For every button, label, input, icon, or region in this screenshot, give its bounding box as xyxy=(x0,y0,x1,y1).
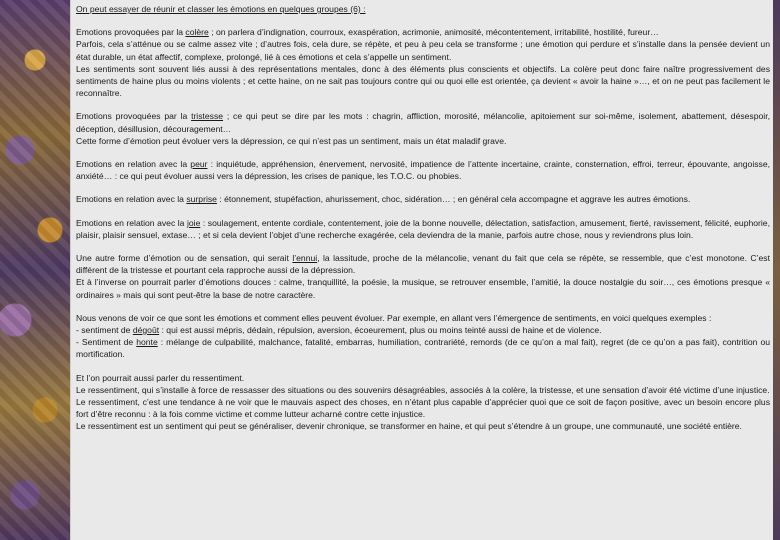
ennui-prefix: Une autre forme d’émotion ou de sensation, qui serait xyxy=(76,253,293,264)
document-page xyxy=(70,0,773,540)
tristesse-paragraph xyxy=(76,110,770,134)
ressentiment-paragraph-2: Le ressentiment, qui s’installe à force de ressasser des situations ou des souvenirs désagréables, associés à la colère, la tristesse, et une sensation d’avoir été victime d’une injustice. xyxy=(76,384,770,395)
honte-text: : mélange de culpabilité, malchance, fatalité, embarras, humiliation, contrariété, remords (de ce qu’on a mal fait), regret (de ce qu’on a pas fait), contrition ou mortification. xyxy=(76,337,770,360)
colere-prefix: Emotions provoquées par la xyxy=(76,27,186,38)
tristesse-prefix: Emotions provoquées par la xyxy=(76,111,192,122)
joie-prefix: Emotions en relation avec la xyxy=(76,217,187,228)
degout-item xyxy=(76,324,770,336)
colere-paragraph-3: Les sentiments sont souvent liés aussi à des représentations mentales, donc à des éléments plus conscients et objectifs. La colère peut donc faire naître progressivement des sentiments de haine plus ou moins violents ; et cette haine, on ne sait pas toujours contre qui ou quoi elle est orientée, ça devient « avoir la haine »…, et on ne peut pas facilement le reconnaître. xyxy=(76,63,770,99)
ressentiment-paragraph-3: Le ressentiment, c’est une tendance à ne voir que le mauvais aspect des choses, en n’étant plus capable d’apprécier quoi que ce soit de façon positive, avec un besoin encore plus fort d’être reconnu : à la fois comme victime et comme lutteur acharné contre cette injustice. xyxy=(76,397,770,420)
colere-text: ; on parlera d’indignation, courroux, exaspération, acrimonie, animosité, mécontentement, irritabilité, hostilité, fureur… xyxy=(208,27,659,38)
ennui-paragraph-2: Et à l’inverse on pourrait parler d’émotions douces : calme, tranquillité, la poésie, la musique, se retrouver ensemble, l’amitié, la douce nostalgie du soir…, ces émotions presque « ordinaires » mais qui sont peut-être la base de notre caractère. xyxy=(76,277,770,300)
degout-keyword: dégoût xyxy=(132,325,160,336)
ennui-text: , la lassitude, proche de la mélancolie, venant du fait que cela se répète, se ressemble, que c’est monotone. C’est différent de la tristesse et pourtant cela rapproche aussi de la dépression. xyxy=(76,253,770,276)
ennui-paragraph xyxy=(76,252,770,276)
peur-keyword: peur xyxy=(190,159,208,170)
honte-keyword: honte xyxy=(136,337,158,348)
decorative-border-right xyxy=(772,0,780,540)
surprise-keyword: surprise xyxy=(186,194,217,205)
ennui-keyword: l’ennui xyxy=(292,253,318,264)
degout-text: : qui est aussi mépris, dédain, répulsion, aversion, écoeurement, plus ou moins teinté aussi de haine et de violence. xyxy=(159,325,602,336)
tristesse-text: ; ce qui peut se dire par les mots : chagrin, affliction, morosité, mélancolie, apitoiement sur soi-même, isolement, abattement, désespoir, déception, désillusion, découragement… xyxy=(76,111,770,134)
peur-prefix: Emotions en relation avec la xyxy=(76,159,191,170)
ressentiment-paragraph-4: Le ressentiment est un sentiment qui peut se généraliser, devenir chronique, se transformer en haine, et qui peut s’étendre à un groupe, une communauté, une société entière. xyxy=(76,421,742,432)
degout-prefix: - sentiment de xyxy=(76,325,133,336)
honte-item xyxy=(76,336,770,360)
joie-paragraph xyxy=(76,217,770,241)
tristesse-keyword: tristesse xyxy=(191,111,224,122)
joie-text: : soulagement, entente cordiale, contentement, joie de la bonne nouvelle, délectation, satisfaction, amusement, fierté, ravissement, félicité, euphorie, plaisir, plaisir sensuel, extase… ; et si cela devient l’objet d’une recherche exagérée, cela deviendra de la manie, parfois autre chose, nous y reviendrons plus loin. xyxy=(76,217,770,240)
intro-paragraph: On peut essayer de réunir et classer les émotions en quelques groupes (6) : xyxy=(76,4,366,14)
colere-paragraph-2: Parfois, cela s’atténue ou se calme assez vite ; d’autres fois, cela dure, se répète, et peu à peu cela se transforme ; une émotion qui perdure et s’installe dans la pensée devient un état durable, un état affectif, complexe, prolongé, lié à ces émotions et cela s’appelle un sentiment. xyxy=(76,39,770,62)
colere-keyword: colère xyxy=(185,27,209,38)
surprise-paragraph xyxy=(76,193,770,205)
surprise-prefix: Emotions en relation avec la xyxy=(76,194,187,205)
tristesse-paragraph-2: Cette forme d’émotion peut évoluer vers la dépression, ce qui n’est pas un sentiment, mais un état maladif grave. xyxy=(76,135,507,146)
peur-text: : inquiétude, appréhension, énervement, nervosité, impatience de l’attente incertaine, crainte, consternation, effroi, terreur, épouvante, angoisse, anxiété… : ce qui peut évoluer aussi vers la dépression, les crises de panique, les T.O.C. ou phobies. xyxy=(76,159,770,182)
colere-paragraph xyxy=(76,26,770,38)
evolution-paragraph: Nous venons de voir ce que sont les émotions et comment elles peuvent évoluer. Par exemple, en allant vers l’émergence de sentiments, en voici quelques exemples : xyxy=(76,312,712,323)
surprise-text: : étonnement, stupéfaction, ahurissement, choc, sidération… ; en général cela accompagne et aggrave les autres émotions. xyxy=(216,194,691,205)
ressentiment-paragraph-1: Et l’on pourrait aussi parler du ressentiment. xyxy=(76,372,245,383)
decorative-border-left xyxy=(0,0,70,540)
joie-keyword: joie xyxy=(186,217,201,228)
honte-prefix: - Sentiment de xyxy=(76,337,137,348)
peur-paragraph xyxy=(76,158,770,182)
document-content xyxy=(71,0,773,433)
